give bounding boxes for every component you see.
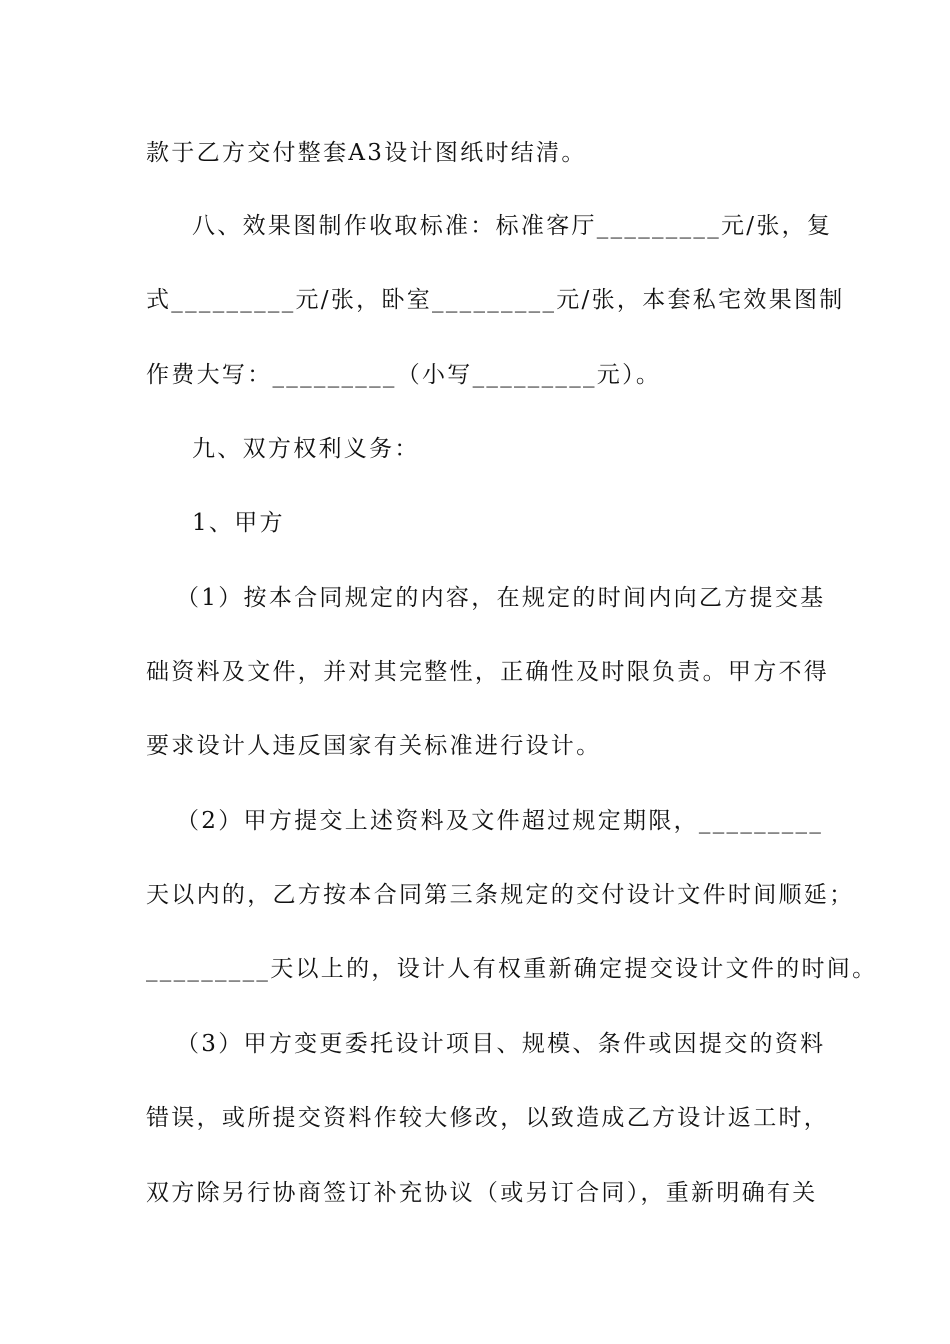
paragraph-line-15: 双方除另行协商签订补充协议（或另订合同），重新明确有关 (146, 1180, 818, 1206)
paragraph-line-14: 错误，或所提交资料作较大修改，以致造成乙方设计返工时， (146, 1105, 830, 1131)
paragraph-line-11: 天以内的，乙方按本合同第三条规定的交付设计文件时间顺延； (146, 882, 855, 908)
paragraph-line-13: （3）甲方变更委托设计项目、规模、条件或因提交的资料 (176, 1031, 826, 1057)
subsection-heading-party-a: 1、甲方 (192, 510, 285, 536)
paragraph-line-7: （1）按本合同规定的内容，在规定的时间内向乙方提交基 (176, 585, 826, 611)
paragraph-line-2: 八、效果图制作收取标准：标准客厅_________元/张，复 (192, 213, 833, 239)
paragraph-line-1: 款于乙方交付整套A3设计图纸时结清。 (146, 140, 587, 166)
paragraph-line-10: （2）甲方提交上述资料及文件超过规定期限，_________ (176, 808, 824, 834)
paragraph-line-4: 作费大写：_________（小写_________元）。 (146, 362, 662, 388)
paragraph-line-8: 础资料及文件，并对其完整性，正确性及时限负责。甲方不得 (146, 659, 830, 685)
paragraph-line-9: 要求设计人违反国家有关标准进行设计。 (146, 733, 602, 759)
section-heading-rights: 九、双方权利义务： (192, 436, 420, 462)
paragraph-line-12: _________天以上的，设计人有权重新确定提交设计文件的时间。 (146, 956, 878, 982)
paragraph-line-3: 式_________元/张，卧室_________元/张，本套私宅效果图制 (146, 287, 845, 313)
